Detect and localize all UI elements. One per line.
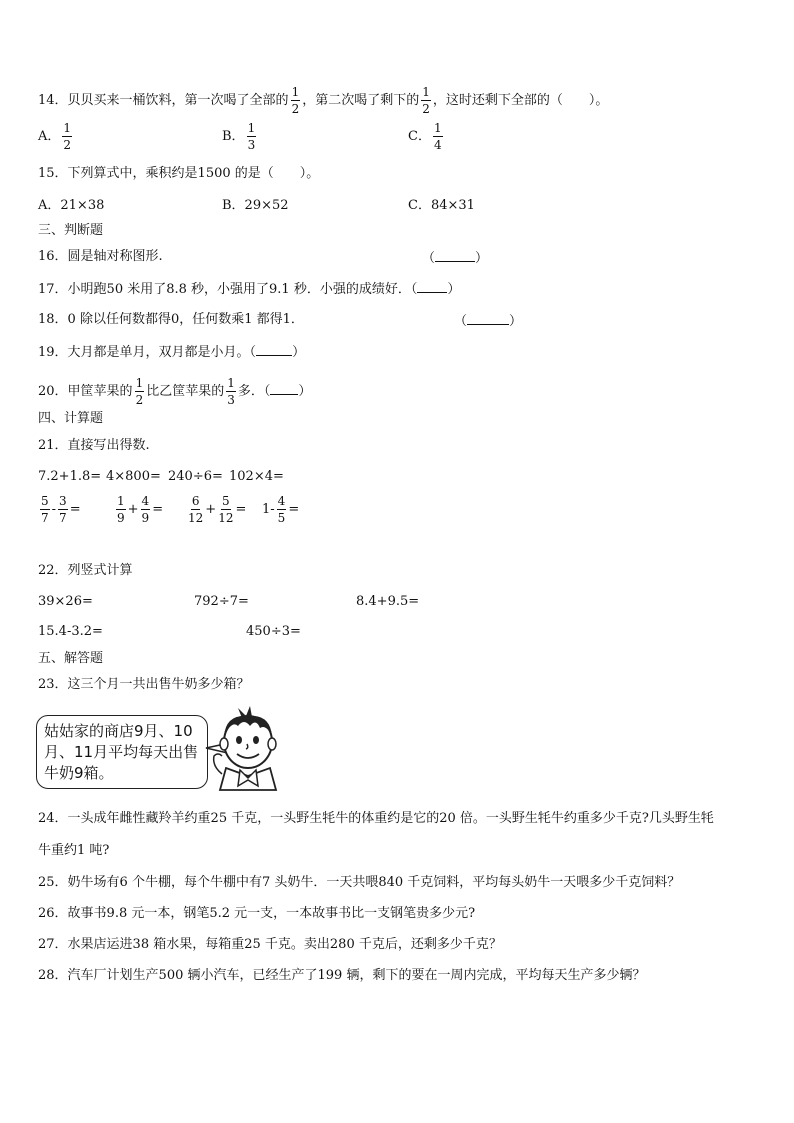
calc-item: 39×26= xyxy=(38,594,93,609)
question-19: 19．大月都是单月，双月都是小月。（ ） xyxy=(38,345,306,360)
fraction: $\frac{1}{4}$ xyxy=(433,121,442,152)
question-number: 17． xyxy=(38,282,68,297)
calc-item: 1- $\frac{4}{5}$ = xyxy=(262,494,300,525)
question-23: 23．这三个月一共出售牛奶多少箱？ xyxy=(38,677,250,692)
question-number: 24． xyxy=(38,811,68,826)
question-26: 26．故事书9.8 元一本，钢笔5.2 元一支，一本故事书比一支钢笔贵多少元? xyxy=(38,906,476,921)
fraction: $\frac{1}{2}$ xyxy=(63,121,72,152)
section-heading: 四、计算题 xyxy=(38,411,104,426)
calc-item: 7.2+1.8= xyxy=(38,469,102,484)
question-number: 23． xyxy=(38,677,68,692)
option-c: C．84×31 xyxy=(408,198,475,213)
question-20: 20．甲筐苹果的 $\frac{1}{2}$ 比乙筐苹果的 $\frac{1}{3}$ 多．（ ） xyxy=(38,376,312,407)
calc-item: $\frac{6}{12}$ + $\frac{5}{12}$ = xyxy=(188,494,247,525)
question-number: 15． xyxy=(38,166,68,181)
question-number: 20． xyxy=(38,384,68,399)
fraction: $\frac{4}{9}$ xyxy=(141,494,150,525)
option-b: B． $\frac{1}{3}$ xyxy=(222,121,256,152)
answer-blank[interactable] xyxy=(256,343,292,356)
section-heading: 五、解答题 xyxy=(38,651,104,666)
question-number: 27． xyxy=(38,937,68,952)
question-17: 17．小明跑50 米用了8.8 秒，小强用了9.1 秒．小强的成绩好．（ ） xyxy=(38,282,461,297)
calc-item: $\frac{5}{7}$ - $\frac{3}{7}$ = xyxy=(41,494,81,525)
question-28: 28．汽车厂计划生产500 辆小汽车，已经生产了199 辆，剩下的要在一周内完成，平均每天生产多少辆？ xyxy=(38,968,646,983)
question-number: 14． xyxy=(38,93,68,108)
calc-item: 8.4+9.5= xyxy=(356,594,420,609)
question-18: 18．0 除以任何数都得0，任何数乘1 都得1． xyxy=(38,312,304,327)
fraction: $\frac{4}{5}$ xyxy=(277,494,286,525)
option-c: C． $\frac{1}{4}$ xyxy=(408,121,442,152)
option-b: B．29×52 xyxy=(222,198,289,213)
section-heading: 三、判断题 xyxy=(38,223,104,238)
question-number: 28． xyxy=(38,968,68,983)
question-15: 15．下列算式中，乘积约是1500 的是（ ）。 xyxy=(38,166,320,181)
fraction: $\frac{5}{7}$ xyxy=(41,494,49,525)
calc-item: 15.4-3.2= xyxy=(38,624,103,639)
question-24-cont: 牛重约1 吨? xyxy=(38,843,110,858)
answer-blank[interactable] xyxy=(270,382,298,395)
fraction: $\frac{5}{12}$ xyxy=(218,494,234,525)
fraction: $\frac{1}{9}$ xyxy=(117,494,125,525)
calc-item: 4×800= xyxy=(106,469,161,484)
answer-blank[interactable]: （ ） xyxy=(422,251,489,266)
fraction: $\frac{1}{2}$ xyxy=(291,85,300,116)
question-25: 25．奶牛场有6 个牛棚，每个牛棚中有7 头奶牛．一天共喂840 千克饲料，平均每头奶牛一天喂多少千克饲料？ xyxy=(38,875,681,890)
fraction: $\frac{3}{7}$ xyxy=(59,494,67,525)
speech-bubble-text: 姑姑家的商店9月、10月、11月平均每天出售牛奶9箱。 xyxy=(44,722,199,782)
option-a: A． $\frac{1}{2}$ xyxy=(38,121,72,152)
question-24: 24．一头成年雌性藏羚羊约重25 千克，一头野生牦牛的体重约是它的20 倍。一头野生牦牛约重多少千克?几头野生牦 xyxy=(38,811,714,826)
question-number: 22． xyxy=(38,563,68,578)
question-number: 25． xyxy=(38,875,68,890)
question-21: 21．直接写出得数. xyxy=(38,438,150,453)
calc-item: 102×4= xyxy=(229,469,284,484)
fraction: $\frac{1}{3}$ xyxy=(227,376,235,407)
question-22: 22．列竖式计算 xyxy=(38,563,133,578)
answer-blank[interactable]: （ ） xyxy=(454,314,523,329)
calc-item: 240÷6= xyxy=(168,469,223,484)
calc-item: $\frac{1}{9}$ + $\frac{4}{9}$ = xyxy=(117,494,164,525)
question-number: 19． xyxy=(38,345,68,360)
boy-illustration xyxy=(204,706,284,792)
question-16: 16．圆是轴对称图形. xyxy=(38,249,163,264)
fraction: $\frac{1}{2}$ xyxy=(422,85,430,116)
fraction: $\frac{1}{2}$ xyxy=(135,376,144,407)
question-number: 26． xyxy=(38,906,68,921)
answer-blank[interactable] xyxy=(417,280,447,293)
question-number: 18． xyxy=(38,312,68,327)
option-a: A．21×38 xyxy=(38,198,105,213)
fraction: $\frac{6}{12}$ xyxy=(188,494,204,525)
calc-item: 792÷7= xyxy=(194,594,249,609)
calc-item: 450÷3= xyxy=(246,624,301,639)
question-27: 27．水果店运进38 箱水果，每箱重25 千克。卖出280 千克后，还剩多少千克？ xyxy=(38,937,502,952)
question-14: 14．贝贝买来一桶饮料，第一次喝了全部的 $\frac{1}{2}$ ，第二次喝了剩下的 $\frac{1}{2}$ ，这时还剩下全部的（ ）。 xyxy=(38,85,609,116)
question-number: 21． xyxy=(38,438,68,453)
fraction: $\frac{1}{3}$ xyxy=(247,121,256,152)
question-number: 16． xyxy=(38,249,68,264)
